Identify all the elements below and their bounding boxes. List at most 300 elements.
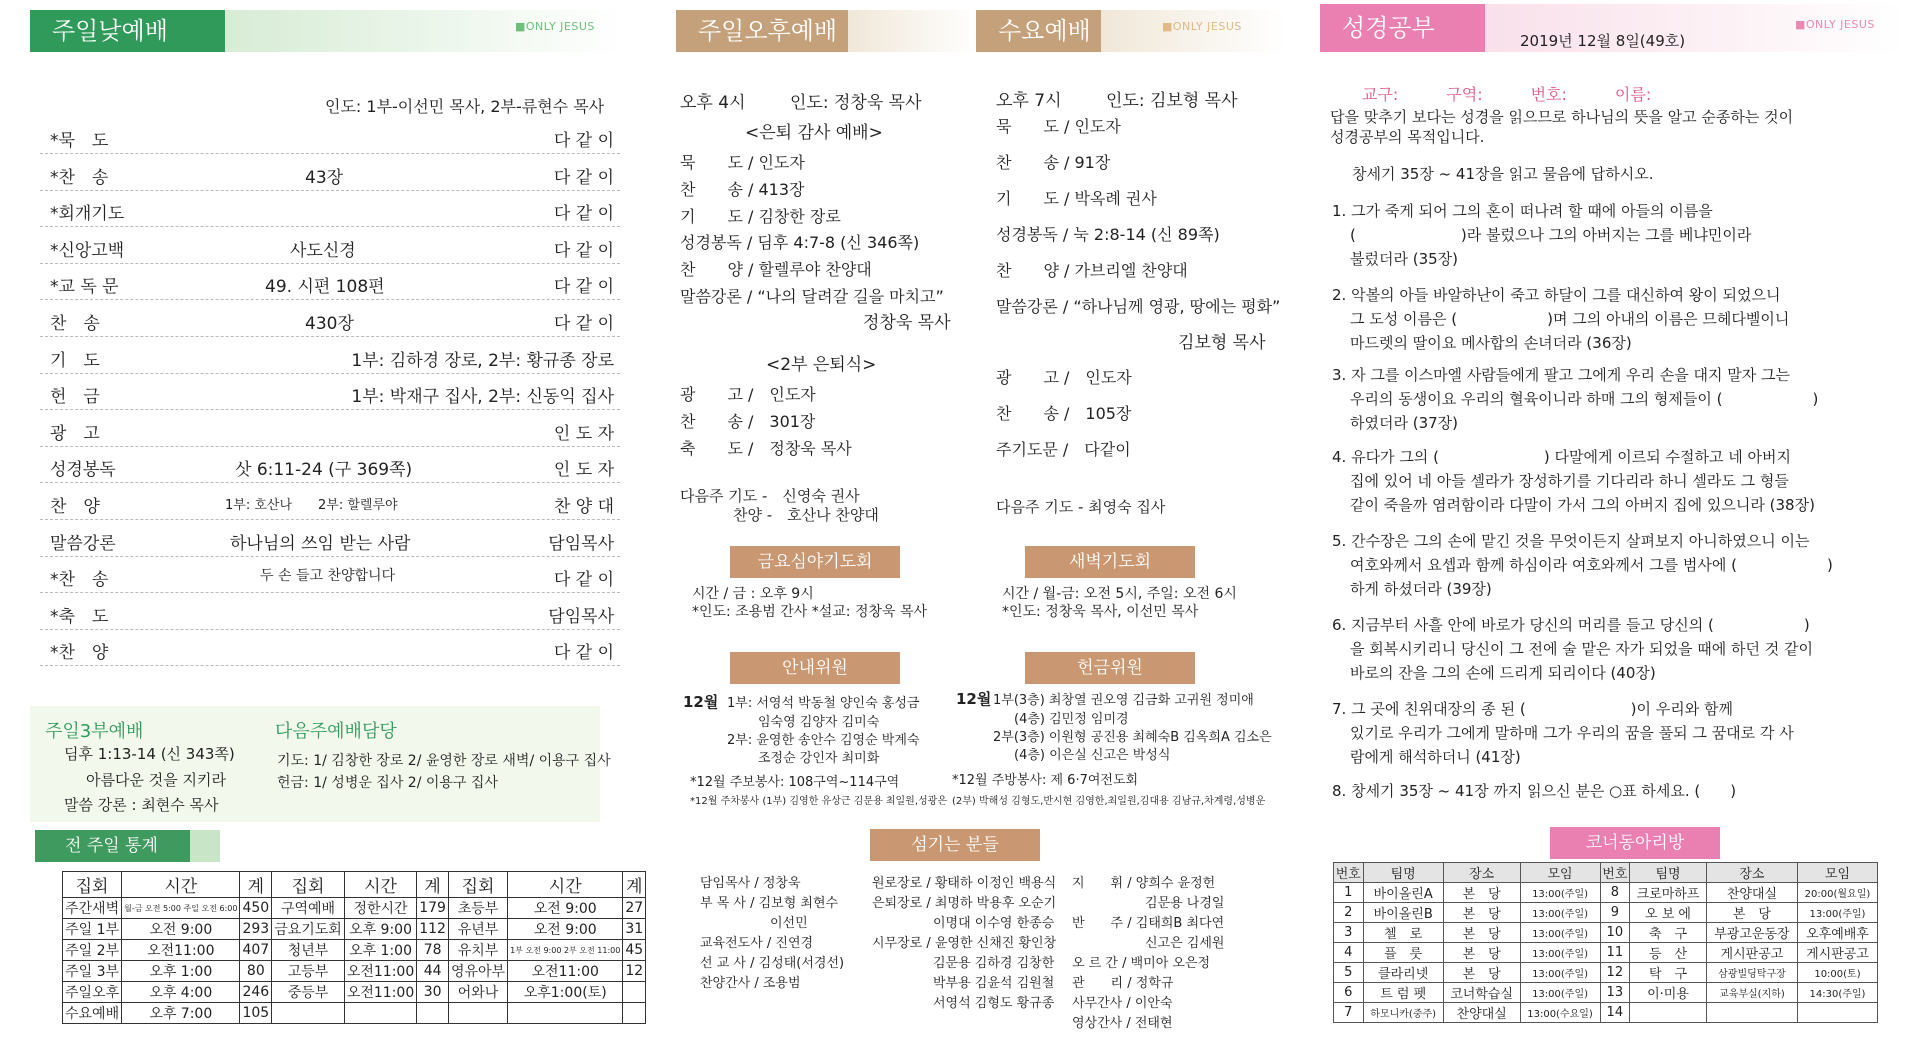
- club-cell: 1: [1334, 883, 1364, 903]
- morning-row: [40, 301, 620, 337]
- stats-cell: 오후 9:00: [344, 919, 416, 940]
- row-item: *신앙고백: [50, 240, 125, 261]
- question-line: 바로의 잔을 그의 손에 드리게 되리이다 (40장): [1350, 664, 1656, 682]
- morning-row: [40, 484, 620, 520]
- order-row: 지 휘 / 양희수 윤정헌: [1072, 876, 1216, 891]
- club-cell: 본 당: [1443, 903, 1520, 923]
- table-row: [63, 919, 646, 940]
- stats-header-cell: 집회: [63, 872, 122, 898]
- stats-cell: 청년부: [272, 940, 345, 961]
- question-line: 7. 그 곳에 친위대장의 종 된 ( )이 우리와 함께: [1332, 700, 1734, 718]
- club-cell: 13:00(주일): [1520, 903, 1600, 923]
- question-line: 3. 자 그를 이스마엘 사람들에게 팔고 그에게 우리 손을 대지 말자 그는: [1332, 366, 1790, 384]
- order-row: 묵 도 / 인도자: [996, 117, 1121, 136]
- stats-cell: 월-금 오전 5:00 주일 오전 6:00: [122, 898, 240, 919]
- stats-header-cell: 시간: [344, 872, 416, 898]
- afternoon-preacher: 정창욱 목사: [863, 313, 951, 333]
- stats-header-cell: 계: [240, 872, 272, 898]
- club-header-cell: 팀명: [1630, 863, 1707, 883]
- dawn-title: [1025, 546, 1195, 578]
- stats-header-row: [63, 872, 646, 898]
- stats-table: [62, 871, 646, 1024]
- stats-cell: 중등부: [272, 982, 345, 1003]
- question-line: 5. 간수장은 그의 손에 맡긴 것을 무엇이든지 살펴보지 아니하였으니 이는: [1332, 532, 1810, 550]
- ushers-bottom: *12월 주차봉사 (1부) 김영한 유상근 김문용 최일원,성광은: [690, 796, 948, 807]
- question-line: 우리의 동생이요 우리의 혈육이니라 하매 그의 형제들이 ( ): [1350, 390, 1819, 408]
- order-row: 말씀강론 / “나의 달려갈 길을 마치고”: [680, 287, 944, 306]
- question-line: 하게 하셨더라 (39장): [1350, 580, 1492, 598]
- order-row: 이명대 이수영 한종승: [933, 916, 1055, 931]
- offering-month: 12월: [956, 690, 992, 708]
- question-line: 6. 지금부터 사흘 안에 바로가 당신의 머리를 들고 당신의 ( ): [1332, 616, 1810, 634]
- club-cell: 2: [1334, 903, 1364, 923]
- stats-cell: 유년부: [448, 919, 507, 940]
- row-mid: 49. 시편 108편: [265, 277, 385, 298]
- question-line: 있기로 우리가 그에게 말하매 그가 우리의 꿈을 풀되 그 꿈대로 각 사: [1350, 724, 1794, 742]
- stats-cell: 293: [240, 919, 272, 940]
- club-cell: 13: [1600, 983, 1630, 1003]
- row-item: *교 독 문: [50, 277, 119, 298]
- afternoon-header: [676, 10, 848, 52]
- table-row: [1334, 983, 1878, 1003]
- table-row: [1334, 903, 1878, 923]
- question-line: 4. 유다가 그의 ( ) 다말에게 이르되 수절하고 네 아버지: [1332, 448, 1791, 466]
- morning-title: 주일낮예배: [52, 17, 168, 45]
- stats-cell: 오전11:00: [508, 961, 623, 982]
- table-row: [63, 1003, 646, 1024]
- row-right: 1부: 박재구 집사, 2부: 신동익 집사: [351, 387, 614, 408]
- row-right: 담임목사: [548, 606, 614, 627]
- club-cell: 9: [1600, 903, 1630, 923]
- stats-header-cell: 시간: [122, 872, 240, 898]
- club-cell: 본 당: [1443, 943, 1520, 963]
- third-l2: 아름다운 것을 지키라: [86, 771, 226, 789]
- club-cell: 13:00(주일): [1797, 903, 1877, 923]
- wednesday-time: 오후 7시: [996, 91, 1062, 111]
- table-row: [63, 940, 646, 961]
- question-line: ( )라 불렀으나 그의 아버지는 그를 베냐민이라: [1350, 226, 1752, 244]
- row-right: 인 도 자: [553, 460, 614, 481]
- club-cell: 게시판공고: [1797, 943, 1877, 963]
- club-title: [1550, 827, 1720, 859]
- ushers-l3: 2부: 윤영한 송안수 김영순 박계숙: [727, 733, 920, 748]
- club-cell: 5: [1334, 963, 1364, 983]
- club-cell: 크로마하프: [1630, 883, 1707, 903]
- order-row: 찬 송 / 105장: [996, 404, 1132, 423]
- table-row: [63, 898, 646, 919]
- stats-cell: 오전11:00: [344, 961, 416, 982]
- club-cell: 이·미용: [1630, 983, 1707, 1003]
- stats-cell: 초등부: [448, 898, 507, 919]
- table-row: [63, 961, 646, 982]
- order-row: 원로장로 / 황태하 이정인 백용식: [872, 876, 1057, 891]
- row-right: 다 같 이: [553, 314, 614, 334]
- row-item: 찬 송: [50, 314, 100, 334]
- stats-cell: 246: [240, 982, 272, 1003]
- club-cell: 3: [1334, 923, 1364, 943]
- club-cell: 11: [1600, 943, 1630, 963]
- club-cell: 찬양대실: [1443, 1003, 1520, 1023]
- stats-cell: 유치부: [448, 940, 507, 961]
- afternoon-sub2: <2부 은퇴식>: [766, 355, 877, 375]
- club-cell: 트 럼 펫: [1363, 983, 1443, 1003]
- row-right: 다 같 이: [553, 204, 614, 225]
- club-header-cell: 장소: [1706, 863, 1797, 883]
- club-cell: 6: [1334, 983, 1364, 1003]
- club-header-cell: 모임: [1520, 863, 1600, 883]
- row-item: 헌 금: [50, 387, 100, 408]
- question-line: 하였더라 (37장): [1350, 414, 1459, 432]
- morning-header: [30, 10, 225, 52]
- order-row: 축 도 / 정창욱 목사: [680, 439, 852, 458]
- header-tail-2: [848, 10, 978, 52]
- morning-row: [40, 264, 620, 300]
- club-cell: 오 보 에: [1630, 903, 1707, 923]
- order-row: 이선민: [770, 916, 808, 931]
- morning-leader: 인도: 1부-이선민 목사, 2부-류현수 목사: [325, 97, 605, 116]
- stats-cell: 수요예배: [63, 1003, 122, 1024]
- club-cell: 13:00(주일): [1520, 883, 1600, 903]
- servers-title-text: 섬기는 분들: [911, 835, 999, 855]
- friday-title-text: 금요심야기도회: [757, 552, 873, 572]
- club-cell: 8: [1600, 883, 1630, 903]
- club-cell: 삼광빌딩탁구장: [1706, 963, 1797, 983]
- row-right: 다 같 이: [553, 570, 614, 591]
- club-cell: 게시판공고: [1706, 943, 1797, 963]
- study-title: 성경공부: [1342, 14, 1435, 42]
- morning-row: [40, 447, 620, 483]
- row-item: *회개기도: [50, 204, 125, 225]
- stats-title: [35, 830, 190, 862]
- ushers-title: [730, 652, 900, 684]
- order-row: 영상간사 / 전태현: [1072, 1016, 1173, 1031]
- club-cell: 바이올린B: [1363, 903, 1443, 923]
- club-cell: 부광고운동장: [1706, 923, 1797, 943]
- order-row: 성경봉독 / 딤후 4:7-8 (신 346쪽): [680, 233, 920, 253]
- stats-cell: [508, 1003, 623, 1024]
- stats-cell: 44: [417, 961, 449, 982]
- stats-cell: 1부 오전 9:00 2부 오전 11:00: [508, 940, 623, 961]
- club-header-cell: 번호: [1334, 863, 1364, 883]
- club-cell: 찬양대실: [1706, 883, 1797, 903]
- stats-cell: 12: [623, 961, 646, 982]
- table-row: [1334, 943, 1878, 963]
- stats-cell: 주일 3부: [63, 961, 122, 982]
- afternoon-leader: 인도: 정창욱 목사: [790, 93, 922, 113]
- club-header-row: [1334, 863, 1878, 883]
- stats-cell: 금요기도회: [272, 919, 345, 940]
- offering-l3: 2부(3층) 이원형 공진용 최혜숙B 김옥희A 김소은: [993, 730, 1272, 745]
- morning-row: [40, 411, 620, 447]
- row-item: 성경봉독: [50, 460, 116, 481]
- stats-cell: 어와나: [448, 982, 507, 1003]
- tag-label-3: ■ONLY JESUS: [1795, 18, 1875, 31]
- table-row: [1334, 1003, 1878, 1023]
- stats-cell: 오후 1:00: [344, 940, 416, 961]
- stats-cell: 영유아부: [448, 961, 507, 982]
- row-item: 찬 양: [50, 497, 100, 517]
- order-row: 신고은 김세원: [1145, 936, 1225, 951]
- stats-header-cell: 계: [417, 872, 449, 898]
- club-cell: 탁 구: [1630, 963, 1707, 983]
- club-header-cell: 번호: [1600, 863, 1630, 883]
- stats-header-cell: 시간: [508, 872, 623, 898]
- stats-cell: 고등부: [272, 961, 345, 982]
- stats-cell: 오전 9:00: [508, 898, 623, 919]
- club-cell: 축 구: [1630, 923, 1707, 943]
- row-item: *찬 송: [50, 167, 109, 188]
- row-right: 다 같 이: [553, 277, 614, 298]
- club-cell: 14: [1600, 1003, 1630, 1023]
- club-cell: 오후예배후: [1797, 923, 1877, 943]
- ushers-l1: 1부: 서영석 박동철 양인숙 홍성금: [727, 696, 920, 711]
- order-row: 반 주 / 김태희B 최다연: [1072, 916, 1225, 931]
- stats-header-cell: 집회: [448, 872, 507, 898]
- friday-l2: *인도: 조용범 간사 *설교: 정창욱 목사: [692, 604, 928, 620]
- row-item: 기 도: [50, 350, 100, 371]
- stats-cell: 오전11:00: [344, 982, 416, 1003]
- stats-cell: 78: [417, 940, 449, 961]
- stats-cell: [623, 1003, 646, 1024]
- offering-title-text: 헌금위원: [1077, 658, 1143, 678]
- order-row: 기 도 / 박옥례 권사: [996, 189, 1157, 208]
- order-row: 말씀강론 / “하나님께 영광, 땅에는 평화”: [996, 297, 1281, 316]
- question-line: 집에 있어 네 아들 셀라가 장성하기를 기다리라 하니 셀라도 그 형들: [1350, 472, 1789, 490]
- order-row: 찬양간사 / 조용범: [700, 976, 801, 991]
- stats-cell: [272, 1003, 345, 1024]
- stats-cell: 105: [240, 1003, 272, 1024]
- question-line: 그 도성 이름은 ( )며 그의 아내의 이름은 므헤다벨이니: [1350, 310, 1790, 328]
- stats-tail: [190, 830, 220, 862]
- afternoon-next1: 다음주 기도 - 신영숙 권사: [680, 487, 860, 505]
- row-mid: 하나님의 쓰임 받는 사람: [230, 533, 411, 554]
- stats-cell: 주간새벽: [63, 898, 122, 919]
- stats-cell: 112: [417, 919, 449, 940]
- order-row: 찬 송 / 301장: [680, 412, 816, 431]
- morning-row: [40, 118, 620, 154]
- club-cell: 13:00(주일): [1520, 923, 1600, 943]
- dawn-l1: 시간 / 월-금: 오전 5시, 주일: 오전 6시: [1002, 586, 1237, 602]
- club-header-cell: 팀명: [1363, 863, 1443, 883]
- club-cell: 13:00(수요일): [1520, 1003, 1600, 1023]
- club-cell: 바이올린A: [1363, 883, 1443, 903]
- stats-cell: [623, 982, 646, 1003]
- row-right: 다 같 이: [553, 643, 614, 664]
- order-row: 관 리 / 정학규: [1072, 976, 1174, 991]
- morning-row: [40, 557, 620, 593]
- question-line: 람에게 해석하더니 (41장): [1350, 748, 1521, 766]
- order-row: 찬 양 / 할렐루야 찬양대: [680, 260, 872, 280]
- morning-row: [40, 630, 620, 666]
- stats-cell: 31: [623, 919, 646, 940]
- club-table: [1333, 862, 1878, 1023]
- wednesday-preacher: 김보형 목사: [1178, 333, 1266, 353]
- offering-l1: 1부(3층) 최창열 권오영 김금화 고귀원 정미애: [993, 693, 1254, 708]
- morning-row: [40, 338, 620, 374]
- order-row: 서영석 김형도 황규종: [933, 996, 1055, 1011]
- stats-cell: 구역예배: [272, 898, 345, 919]
- morning-row: [40, 228, 620, 264]
- club-cell: [1630, 1003, 1707, 1023]
- offering-l4: (4층) 이은실 신고은 박성식: [1014, 748, 1171, 763]
- servers-title: [870, 829, 1040, 861]
- study-date: 2019년 12월 8일(49호): [1520, 32, 1686, 50]
- stats-cell: 오전11:00: [122, 940, 240, 961]
- study-fields: 교구: 구역: 번호: 이름:: [1362, 85, 1652, 104]
- order-row: 주기도문 / 다같이: [996, 440, 1131, 459]
- row-item: 광 고: [50, 423, 100, 444]
- club-cell: 20:00(월요일): [1797, 883, 1877, 903]
- row-mid: 삿 6:11-24 (구 369쪽): [235, 460, 413, 481]
- order-row: 찬 송 / 413장: [680, 179, 805, 199]
- club-header-cell: 모임: [1797, 863, 1877, 883]
- stats-cell: 정한시간: [344, 898, 416, 919]
- row-item: *찬 양: [50, 643, 109, 664]
- row-mid: 430장: [305, 314, 354, 334]
- study-intro2: 성경공부의 목적입니다.: [1330, 128, 1485, 146]
- row-right: 다 같 이: [553, 167, 614, 188]
- question-line: 을 회복시키리니 당신이 그 전에 술 맡은 자가 되었을 때에 하던 것 같이: [1350, 640, 1813, 658]
- ushers-l2: 임숙영 김양자 김미숙: [758, 715, 880, 730]
- row-mid: 두 손 들고 찬양합니다: [260, 568, 396, 585]
- row-right: 담임목사: [548, 533, 614, 554]
- club-cell: 7: [1334, 1003, 1364, 1023]
- stats-cell: [448, 1003, 507, 1024]
- club-cell: 교육부실(지하): [1706, 983, 1797, 1003]
- duty-l2: 헌금: 1/ 성병운 집사 2/ 이용구 집사: [277, 775, 498, 791]
- question-line: 여호와께서 요셉과 함께 하심이라 여호와께서 그를 범사에 ( ): [1350, 556, 1833, 574]
- club-cell: 본 당: [1706, 903, 1797, 923]
- afternoon-next2: 찬양 - 호산나 찬양대: [733, 506, 879, 524]
- row-item: 말씀강론: [50, 533, 116, 554]
- stats-cell: 주일 2부: [63, 940, 122, 961]
- club-cell: 등 산: [1630, 943, 1707, 963]
- row-item: *찬 송: [50, 570, 109, 591]
- duty-title: 다음주예배담당: [275, 721, 397, 742]
- question-line: 같이 죽을까 염려함이라 다말이 가서 그의 아버지 집에 있으니라 (38장): [1350, 496, 1815, 514]
- club-cell: 하모니카(중주): [1363, 1003, 1443, 1023]
- stats-cell: 오후 4:00: [122, 982, 240, 1003]
- offering-title: [1025, 652, 1195, 684]
- order-row: 담임목사 / 정창욱: [700, 876, 801, 891]
- order-row: 부 목 사 / 김보형 최현수: [700, 896, 839, 911]
- club-cell: 13:00(주일): [1520, 943, 1600, 963]
- club-cell: 14:30(주일): [1797, 983, 1877, 1003]
- wednesday-next: 다음주 기도 - 최영숙 집사: [996, 498, 1166, 516]
- stats-title-text: 전 주일 통계: [65, 836, 158, 856]
- club-cell: 12: [1600, 963, 1630, 983]
- wednesday-header: [976, 10, 1101, 52]
- stats-header-cell: 계: [623, 872, 646, 898]
- club-cell: 4: [1334, 943, 1364, 963]
- study-intro1: 답을 맞추기 보다는 성경을 읽으므로 하나님의 뜻을 알고 순종하는 것이: [1330, 108, 1794, 126]
- order-row: 김문용 김하경 김창한: [933, 956, 1055, 971]
- order-row: 광 고 / 인도자: [680, 385, 816, 404]
- stats-cell: 오전 9:00: [122, 919, 240, 940]
- order-row: 은퇴장로 / 최명하 박용후 오순기: [872, 896, 1057, 911]
- morning-row: [40, 191, 620, 227]
- table-row: [1334, 883, 1878, 903]
- order-row: 찬 양 / 가브리엘 찬양대: [996, 261, 1188, 280]
- study-instr: 창세기 35장 ~ 41장을 읽고 물음에 답하시오.: [1352, 165, 1654, 183]
- order-row: 선 교 사 / 김성태(서경선): [700, 956, 845, 971]
- third-l1: 딤후 1:13-14 (신 343쪽): [64, 745, 235, 763]
- row-mid: 1부: 호산나 2부: 할렐루야: [225, 498, 398, 513]
- club-cell: 본 당: [1443, 923, 1520, 943]
- club-cell: 클라리넷: [1363, 963, 1443, 983]
- club-cell: [1706, 1003, 1797, 1023]
- club-cell: 첼 로: [1363, 923, 1443, 943]
- question-line: 1. 그가 죽게 되어 그의 혼이 떠나려 할 때에 아들의 이름을: [1332, 202, 1713, 220]
- table-row: [1334, 963, 1878, 983]
- row-right: 다 같 이: [553, 131, 614, 151]
- club-header-cell: 장소: [1443, 863, 1520, 883]
- dawn-title-text: 새벽기도회: [1068, 552, 1152, 572]
- friday-l1: 시간 / 금 : 오후 9시: [692, 586, 814, 602]
- row-right: 다 같 이: [553, 240, 614, 261]
- morning-row: [40, 521, 620, 557]
- stats-header-cell: 집회: [272, 872, 345, 898]
- tag-label-2: ■ONLY JESUS: [1162, 20, 1242, 33]
- order-row: 오 르 간 / 백미아 오은정: [1072, 956, 1211, 971]
- row-mid: 사도신경: [290, 240, 356, 261]
- order-row: 시무장로 / 윤영한 신채진 황인창: [872, 936, 1057, 951]
- club-cell: 13:00(주일): [1520, 983, 1600, 1003]
- afternoon-title: 주일오후예배: [698, 17, 838, 45]
- order-row: 기 도 / 김창한 장로: [680, 206, 841, 226]
- morning-row: [40, 594, 620, 630]
- stats-cell: 오후 1:00: [122, 961, 240, 982]
- question-line: 8. 창세기 35장 ~ 41장 까지 읽으신 분은 ○표 하세요. ( ): [1332, 782, 1737, 800]
- question-line: 2. 악볼의 아들 바알하난이 죽고 하달이 그를 대신하여 왕이 되었으니: [1332, 286, 1781, 304]
- row-right: 1부: 김하경 장로, 2부: 황규종 장로: [351, 350, 614, 371]
- stats-cell: 오후 7:00: [122, 1003, 240, 1024]
- stats-cell: 오후1:00(토): [508, 982, 623, 1003]
- ushers-month: 12월: [683, 693, 719, 711]
- order-row: 사무간사 / 이안숙: [1072, 996, 1173, 1011]
- question-line: 마드렛의 딸이요 메사합의 손녀더라 (36장): [1350, 334, 1632, 352]
- third-title: 주일3부예배: [45, 721, 144, 742]
- friday-title: [730, 546, 900, 578]
- stats-cell: 오전 9:00: [508, 919, 623, 940]
- order-row: 광 고 / 인도자: [996, 368, 1132, 387]
- club-cell: 13:00(주일): [1520, 963, 1600, 983]
- club-cell: 본 당: [1443, 883, 1520, 903]
- stats-cell: 45: [623, 940, 646, 961]
- table-row: [63, 982, 646, 1003]
- row-right: 찬 양 대: [553, 497, 614, 517]
- offering-l2: (4층) 김민정 임미경: [1014, 712, 1129, 727]
- row-mid: 43장: [305, 167, 344, 188]
- wednesday-title: 수요예배: [998, 17, 1091, 45]
- ushers-title-text: 안내위원: [782, 658, 848, 678]
- club-cell: 10:00(토): [1797, 963, 1877, 983]
- table-row: [1334, 923, 1878, 943]
- wednesday-leader: 인도: 김보형 목사: [1106, 91, 1238, 111]
- stats-cell: 80: [240, 961, 272, 982]
- ushers-l4: 조정순 강인자 최미화: [758, 751, 880, 766]
- morning-row: [40, 155, 620, 191]
- question-line: 불렀더라 (35장): [1350, 250, 1459, 268]
- stats-cell: 30: [417, 982, 449, 1003]
- offering-bottom: (2부) 박해성 김형도,반시현 김영한,최일원,김대용 김남규,차계령,성병운: [952, 796, 1266, 807]
- order-row: 묵 도 / 인도자: [680, 153, 805, 172]
- morning-row: [40, 374, 620, 410]
- stats-cell: 27: [623, 898, 646, 919]
- club-cell: 플 룻: [1363, 943, 1443, 963]
- club-title-text: 코너동아리방: [1585, 833, 1685, 853]
- club-cell: [1797, 1003, 1877, 1023]
